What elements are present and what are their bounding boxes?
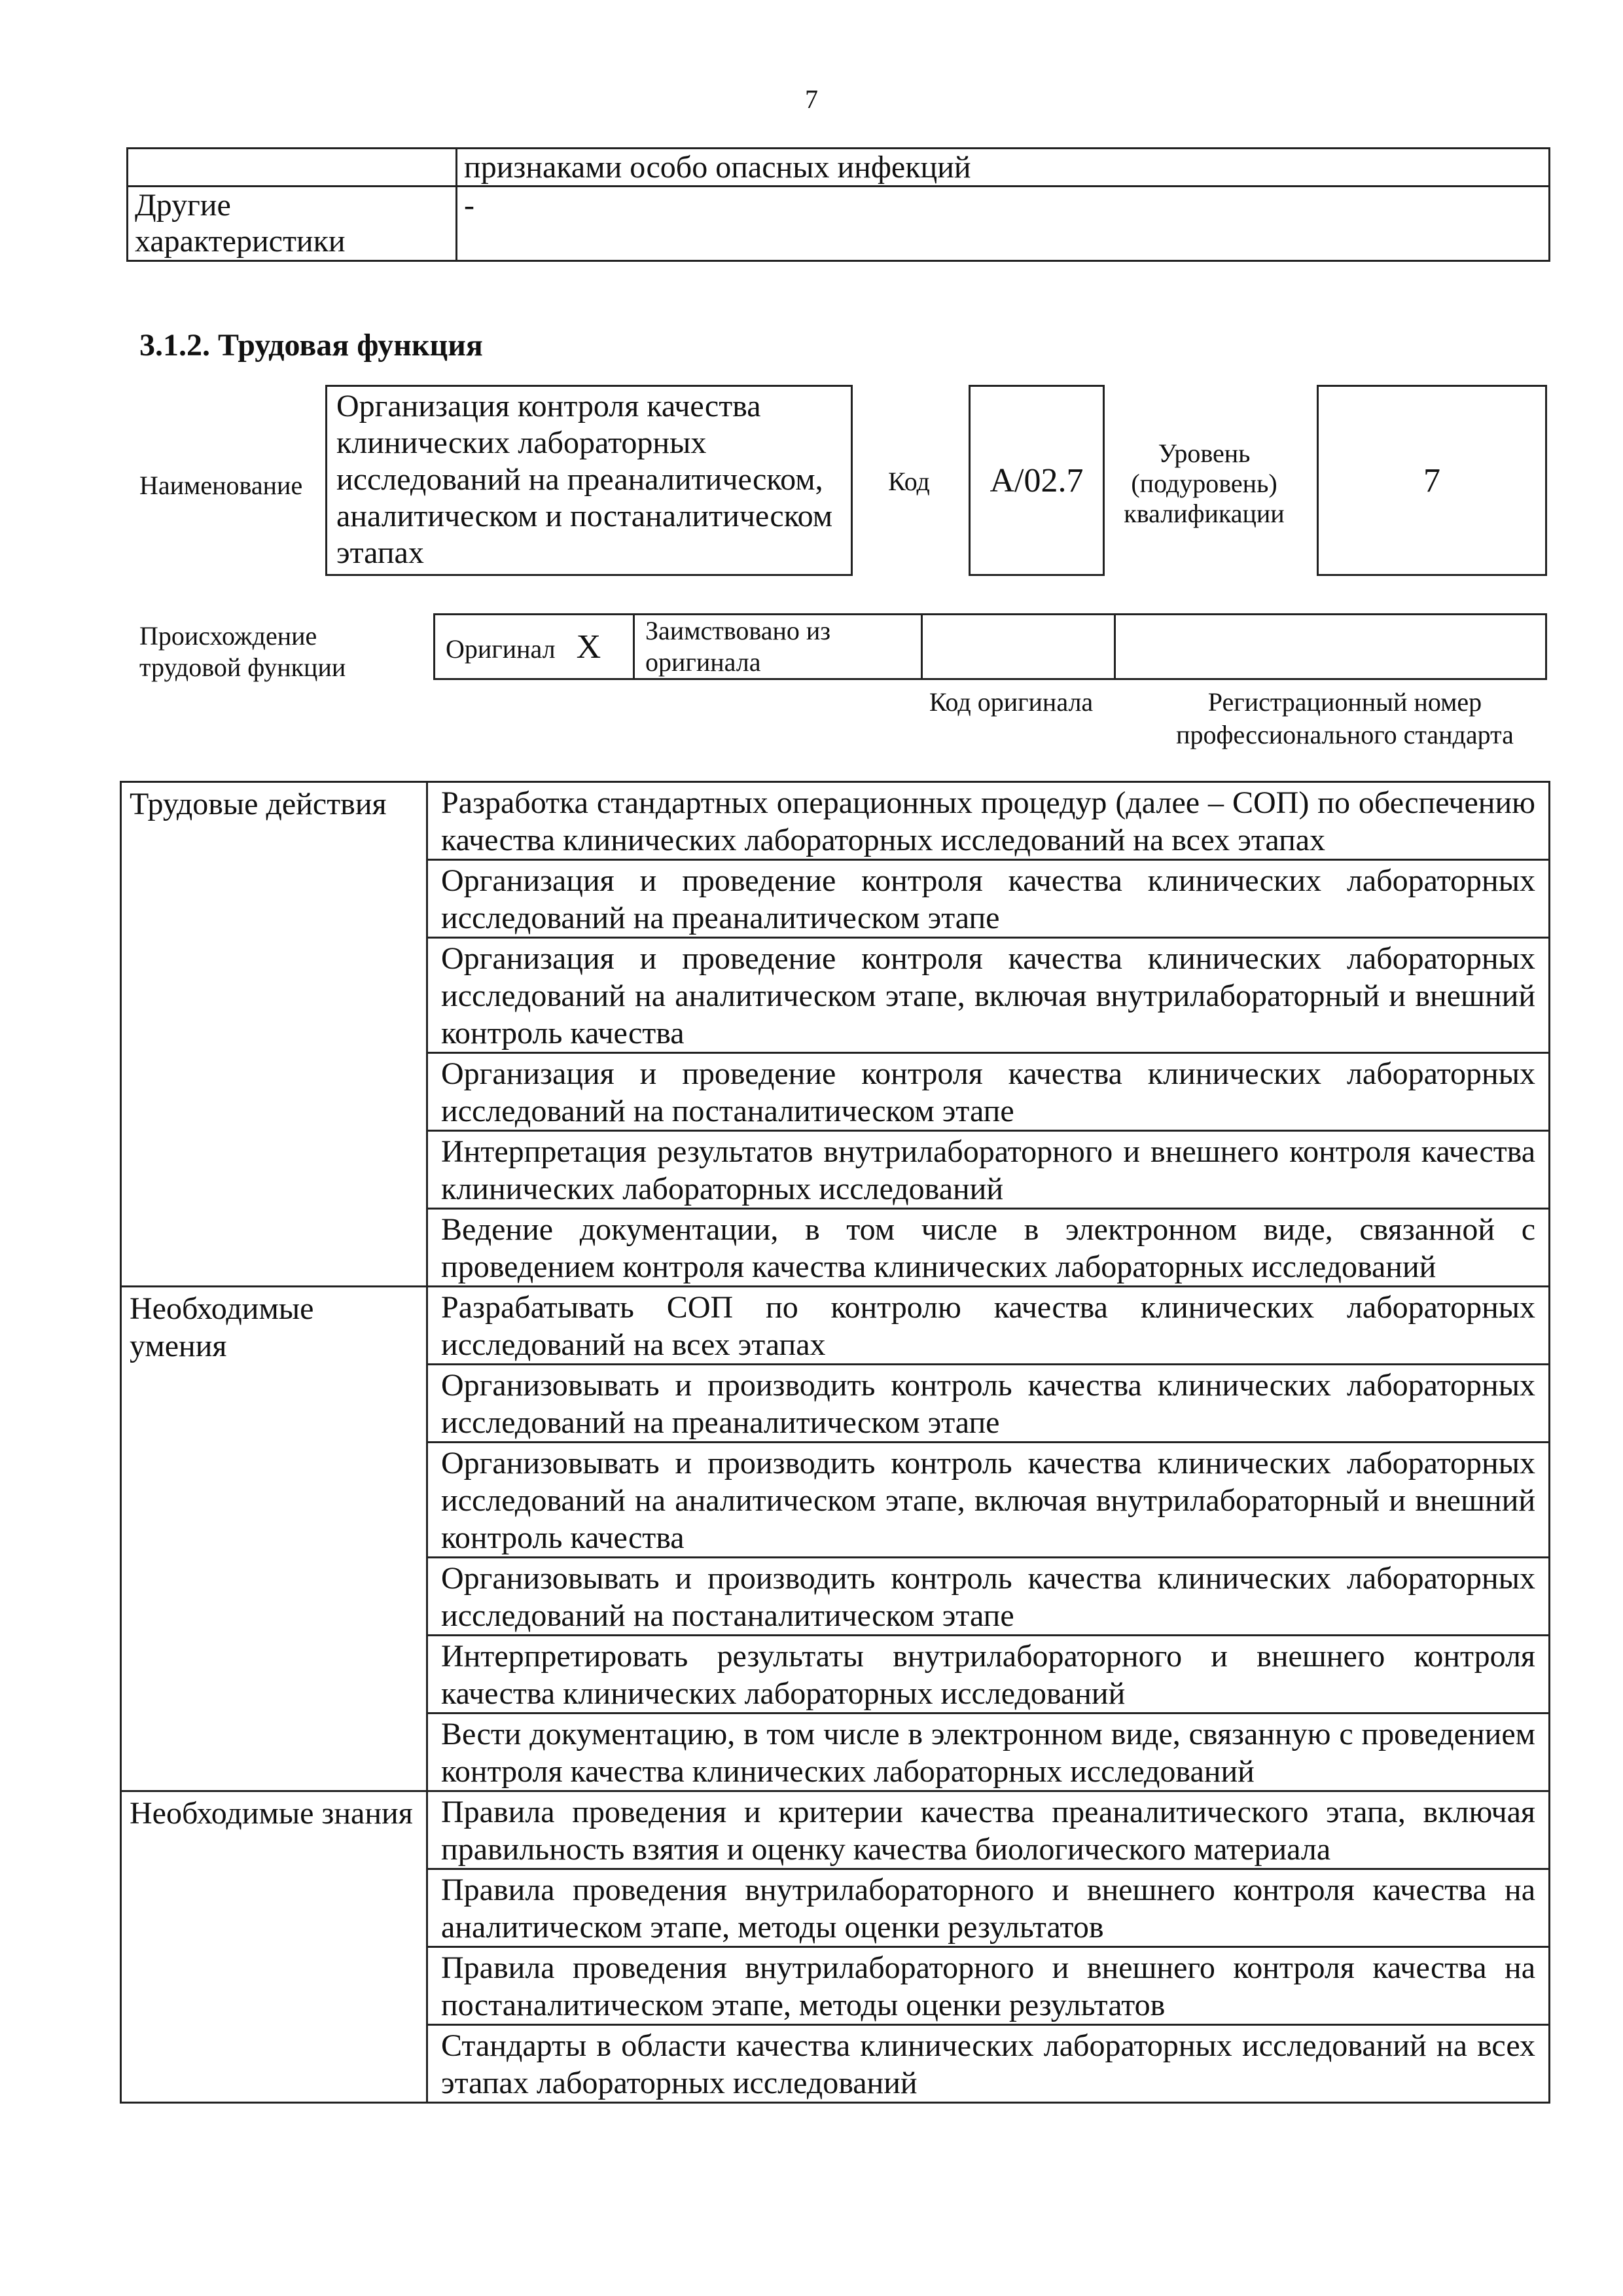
function-name-box: Организация контроля качества клинических лабораторных исследований на преаналитическом, аналитическом и постаналитическом этапах — [325, 385, 853, 576]
function-code-box: A/02.7 — [969, 385, 1105, 576]
other-characteristics-label: Другие характеристики — [128, 187, 457, 260]
section-item: Организовывать и производить контроль качества клинических лабораторных исследований на преаналитическом этапе — [427, 1365, 1550, 1443]
original-label: Оригинал — [446, 634, 556, 664]
empty-cell — [128, 149, 457, 187]
section-item: Организация и проведение контроля качества клинических лабораторных исследований на аналитическом этапе, включая внутрилабораторный и внешний контроль качества — [427, 938, 1550, 1053]
section-item: Правила проведения внутрилабораторного и внешнего контроля качества на постаналитическом этапе, методы оценки результатов — [427, 1947, 1550, 2025]
section-title: Необходимые умения — [121, 1287, 427, 1791]
section-title: Трудовые действия — [121, 782, 427, 1287]
section-item: Разработка стандартных операционных процедур (далее – СОП) по обеспечению качества клинических лабораторных исследований на всех этапах — [427, 782, 1550, 860]
qualification-level-box: 7 — [1317, 385, 1547, 576]
original-code-cell — [922, 615, 1115, 679]
page-number: 7 — [805, 84, 818, 114]
section-item: Интерпретация результатов внутрилабораторного и внешнего контроля качества клинических лабораторных исследований — [427, 1131, 1550, 1209]
section-heading: 3.1.2. Трудовая функция — [139, 328, 483, 363]
code-label: Код — [888, 467, 930, 496]
section-item: Вести документацию, в том числе в электронном виде, связанную с проведением контроля качества клинических лабораторных исследований — [427, 1713, 1550, 1791]
table-row — [128, 187, 1550, 260]
section-item: Правила проведения внутрилабораторного и внешнего контроля качества на аналитическом этапе, методы оценки результатов — [427, 1869, 1550, 1947]
table-row — [121, 1287, 1550, 1365]
section-title: Необходимые знания — [121, 1791, 427, 2103]
original-mark: X — [576, 628, 601, 666]
top-continuation-table — [126, 147, 1550, 262]
section-item: Стандарты в области качества клинических лабораторных исследований на всех этапах лабораторных исследований — [427, 2025, 1550, 2103]
section-item: Интерпретировать результаты внутрилабораторного и внешнего контроля качества клинических лабораторных исследований — [427, 1636, 1550, 1713]
table-row — [121, 782, 1550, 860]
table-row — [128, 149, 1550, 187]
section-item: Организовывать и производить контроль качества клинических лабораторных исследований на аналитическом этапе, включая внутрилабораторный и внешний контроль качества — [427, 1443, 1550, 1558]
original-code-caption: Код оригинала — [929, 687, 1094, 717]
borrowed-from-original-label: Заимствовано из оригинала — [634, 615, 922, 679]
registration-number-caption: Регистрационный номер профессионального стандарта — [1176, 687, 1514, 749]
registration-number-cell — [1115, 615, 1546, 679]
origin-table — [433, 613, 1547, 680]
origin-label: Происхождение трудовой функции — [139, 621, 346, 682]
section-item: Ведение документации, в том числе в электронном виде, связанной с проведением контроля качества клинических лабораторных исследований — [427, 1209, 1550, 1287]
section-item: Организовывать и производить контроль качества клинических лабораторных исследований на постаналитическом этапе — [427, 1558, 1550, 1636]
name-label: Наименование — [139, 471, 303, 500]
section-item: Разрабатывать СОП по контролю качества клинических лабораторных исследований на всех этапах — [427, 1287, 1550, 1365]
qualification-level-label: Уровень (подуровень) квалификации — [1124, 439, 1285, 528]
other-characteristics-value: - — [457, 187, 1550, 260]
table-row — [435, 615, 1546, 679]
section-item: Организация и проведение контроля качества клинических лабораторных исследований на постаналитическом этапе — [427, 1053, 1550, 1131]
original-cell — [435, 615, 634, 679]
section-item: Правила проведения и критерии качества преаналитического этапа, включая правильность взятия и оценку качества биологического материала — [427, 1791, 1550, 1869]
section-item: Организация и проведение контроля качества клинических лабораторных исследований на преаналитическом этапе — [427, 860, 1550, 938]
labor-function-table — [120, 781, 1550, 2104]
continuation-cell: признаками особо опасных инфекций — [457, 149, 1550, 187]
table-row — [121, 1791, 1550, 1869]
